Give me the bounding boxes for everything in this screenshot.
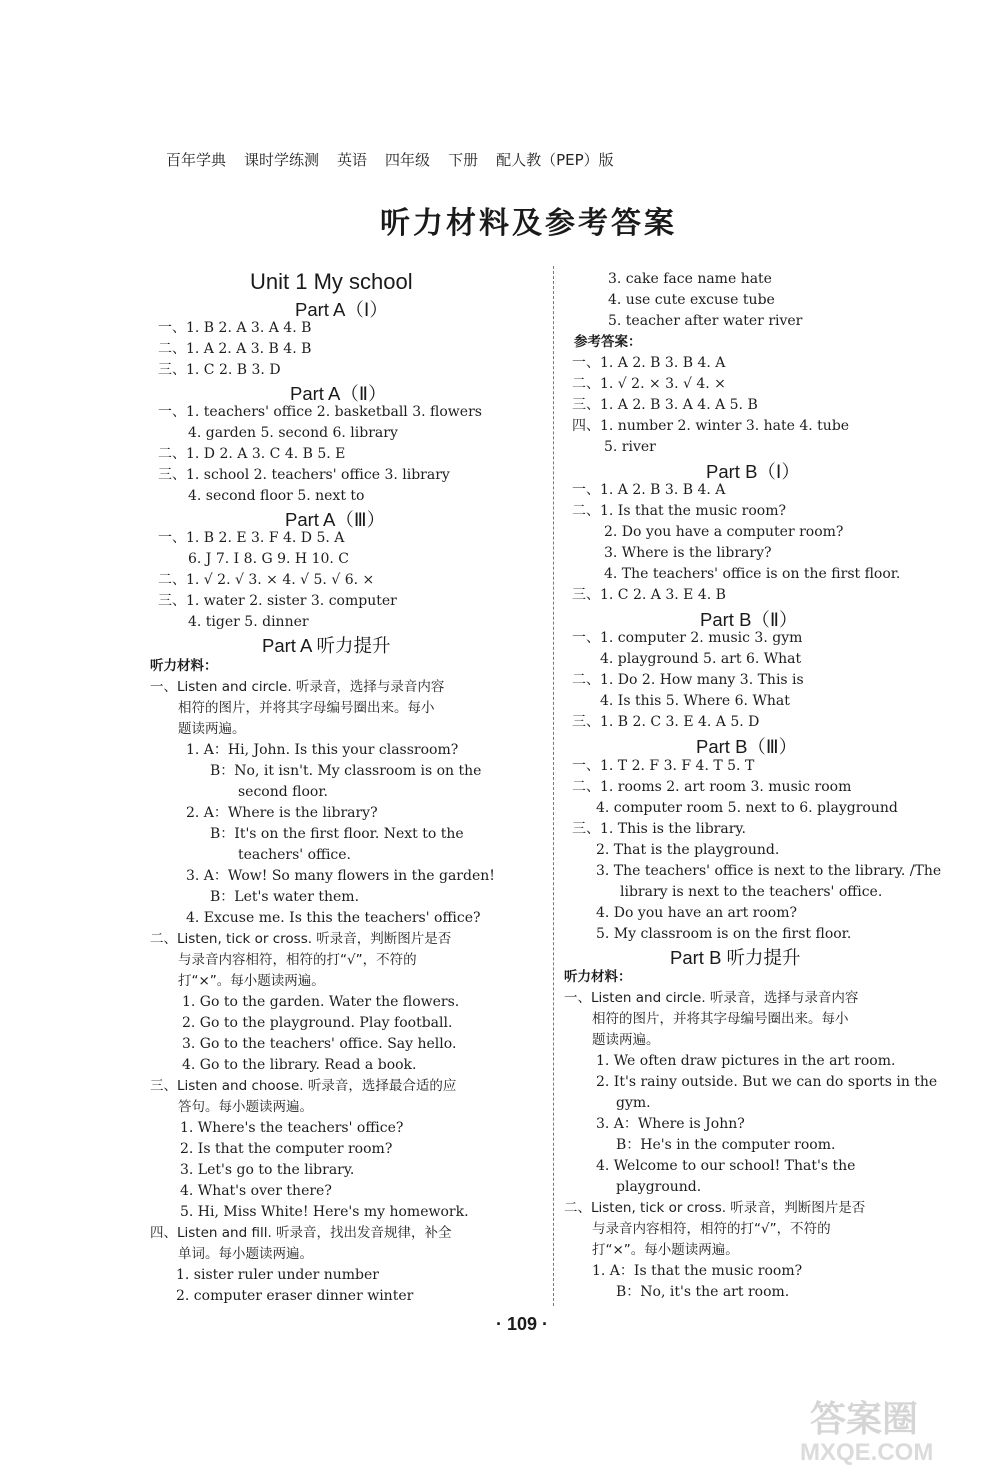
unit-heading: Unit 1 My school — [250, 269, 413, 294]
text-line: 3. Go to the teachers' office. Say hello. — [182, 1036, 457, 1052]
page-title: 听力材料及参考答案 — [380, 206, 677, 241]
answer-line: 三、1. B 2. C 3. E 4. A 5. D — [572, 714, 760, 730]
text-line: 5. Hi, Miss White! Here's my homework. — [180, 1204, 469, 1220]
svg-text:答案圈: 答案圈 — [810, 1399, 919, 1439]
text-line: B：No, it's the art room. — [616, 1284, 790, 1300]
text-line: 相符的图片，并将其字母编号圈出来。每小 — [178, 700, 435, 716]
text-line: 3. cake face name hate — [608, 271, 772, 287]
answer-line: 4. second floor 5. next to — [188, 488, 365, 504]
text-line: teachers' office. — [238, 847, 352, 863]
header-volume: 下册 — [448, 150, 479, 169]
answer-line: 三、1. A 2. B 3. A 4. A 5. B — [572, 397, 758, 413]
text-line: 2. computer eraser dinner winter — [176, 1288, 414, 1304]
header-edition: 配人教（PEP）版 — [496, 150, 614, 169]
answer-line: 二、1. D 2. A 3. C 4. B 5. E — [158, 446, 346, 462]
answer-line: 一、1. T 2. F 3. F 4. T 5. T — [572, 758, 755, 774]
answer-line: 一、1. A 2. B 3. B 4. A — [572, 482, 726, 498]
answer-line: 一、1. A 2. B 3. B 4. A — [572, 355, 726, 371]
listening-material-label: 听力材料： — [150, 658, 218, 674]
part-b3-heading: Part B（Ⅲ） — [696, 736, 798, 757]
text-line: 2. It's rainy outside. But we can do sports in the — [596, 1074, 938, 1090]
text-line: 4. Excuse me. Is this the teachers' office? — [186, 910, 481, 926]
text-line: 打“×”。每小题读两遍。 — [592, 1242, 739, 1258]
part-a-listen-heading: Part A 听力提升 — [262, 635, 391, 656]
part-a1-heading: Part A（Ⅰ） — [295, 299, 388, 320]
answer-line: 6. J 7. I 8. G 9. H 10. C — [188, 551, 349, 567]
text-line: 四、Listen and fill. 听录音，找出发音规律，补全 — [150, 1225, 452, 1241]
answer-line: 二、1. √ 2. × 3. √ 4. × — [572, 376, 726, 392]
part-b-listen-heading: Part B 听力提升 — [670, 947, 801, 968]
text-line: 单词。每小题读两遍。 — [178, 1246, 313, 1262]
text-line: second floor. — [238, 784, 328, 800]
answer-line: 一、1. B 2. A 3. A 4. B — [158, 320, 312, 336]
answer-line: 一、1. computer 2. music 3. gym — [572, 630, 803, 646]
part-b1-heading: Part B（Ⅰ） — [706, 461, 800, 482]
text-line: 与录音内容相符，相符的打“√”，不符的 — [592, 1221, 831, 1237]
text-line: playground. — [616, 1179, 702, 1195]
text-line: 二、Listen, tick or cross. 听录音，判断图片是否 — [150, 931, 452, 947]
text-line: 题读两遍。 — [178, 721, 246, 737]
text-line: 3. A：Where is John? — [596, 1116, 745, 1132]
text-line: 4. What's over there? — [180, 1183, 332, 1199]
text-line: 3. Let's go to the library. — [180, 1162, 355, 1178]
text-line: 4. Welcome to our school! That's the — [596, 1158, 856, 1174]
answer-line: 4. The teachers' office is on the first floor. — [604, 566, 901, 582]
answer-line: 三、1. school 2. teachers' office 3. library — [158, 467, 450, 483]
text-line: 1. A：Is that the music room? — [592, 1263, 803, 1279]
answer-line: 3. Where is the library? — [604, 545, 772, 561]
answer-line: 三、1. C 2. A 3. E 4. B — [572, 587, 726, 603]
answer-line: 4. tiger 5. dinner — [188, 614, 309, 630]
answer-line: 4. Is this 5. Where 6. What — [600, 693, 790, 709]
book-header — [166, 147, 726, 171]
answer-line: 一、1. teachers' office 2. basketball 3. flowers — [158, 404, 482, 420]
text-line: 打“×”。每小题读两遍。 — [178, 973, 325, 989]
answer-key-label: 参考答案： — [574, 334, 642, 350]
answer-line: 二、1. rooms 2. art room 3. music room — [572, 779, 852, 795]
text-line: 1. A：Hi, John. Is this your classroom? — [186, 742, 459, 758]
answer-line: 二、1. A 2. A 3. B 4. B — [158, 341, 312, 357]
part-a2-heading: Part A（Ⅱ） — [290, 383, 387, 404]
text-line: 2. A：Where is the library? — [186, 805, 378, 821]
text-line: 2. Is that the computer room? — [180, 1141, 393, 1157]
text-line: 4. use cute excuse tube — [608, 292, 775, 308]
header-book: 课时学练测 — [244, 150, 320, 169]
text-line: gym. — [616, 1095, 651, 1111]
text-line: 答句。每小题读两遍。 — [178, 1099, 313, 1115]
answer-line: 5. My classroom is on the first floor. — [596, 926, 852, 942]
text-line: 一、Listen and circle. 听录音，选择与录音内容 — [150, 679, 445, 695]
answer-line: 三、1. This is the library. — [572, 821, 746, 837]
text-line: 一、Listen and circle. 听录音，选择与录音内容 — [564, 990, 859, 1006]
header-series: 百年学典 — [166, 150, 227, 169]
text-line: 5. teacher after water river — [608, 313, 803, 329]
part-a3-heading: Part A（Ⅲ） — [285, 509, 386, 530]
text-line: 4. Go to the library. Read a book. — [182, 1057, 417, 1073]
text-line: 1. sister ruler under number — [176, 1267, 379, 1283]
answer-line: 5. river — [604, 439, 656, 455]
text-line: 三、Listen and choose. 听录音，选择最合适的应 — [150, 1078, 457, 1094]
answer-line: 4. computer room 5. next to 6. playground — [596, 800, 898, 816]
text-line: 题读两遍。 — [592, 1032, 660, 1048]
answer-line: 一、1. B 2. E 3. F 4. D 5. A — [158, 530, 345, 546]
answer-line: 3. The teachers' office is next to the library. /The — [596, 863, 942, 879]
text-line: B：He's in the computer room. — [616, 1137, 836, 1153]
text-line: 相符的图片，并将其字母编号圈出来。每小 — [592, 1011, 849, 1027]
page-number: · 109 · — [496, 1314, 549, 1334]
watermark-logo-icon — [800, 1395, 990, 1439]
text-line: 1. We often draw pictures in the art room. — [596, 1053, 896, 1069]
text-line: 1. Where's the teachers' office? — [180, 1120, 404, 1136]
text-line: B：It's on the first floor. Next to the — [210, 826, 464, 842]
answer-line: library is next to the teachers' office. — [620, 884, 883, 900]
answer-line: 二、1. Is that the music room? — [572, 503, 786, 519]
header-subject: 英语 — [337, 150, 368, 169]
text-line: 2. Go to the playground. Play football. — [182, 1015, 453, 1031]
answer-line: 4. playground 5. art 6. What — [600, 651, 802, 667]
column-divider — [553, 266, 554, 1306]
text-line: B：No, it isn't. My classroom is on the — [210, 763, 482, 779]
text-line: 二、Listen, tick or cross. 听录音，判断图片是否 — [564, 1200, 866, 1216]
header-grade: 四年级 — [385, 150, 431, 169]
text-line: 与录音内容相符，相符的打“√”，不符的 — [178, 952, 417, 968]
answer-line: 4. garden 5. second 6. library — [188, 425, 398, 441]
text-line: B：Let's water them. — [210, 889, 360, 905]
answer-line: 四、1. number 2. winter 3. hate 4. tube — [572, 418, 850, 434]
part-b2-heading: Part B（Ⅱ） — [700, 609, 798, 630]
watermark-text: MXQE.COM — [800, 1439, 934, 1466]
text-line: 3. A：Wow! So many flowers in the garden! — [186, 868, 495, 884]
answer-line: 三、1. water 2. sister 3. computer — [158, 593, 397, 609]
answer-line: 2. That is the playground. — [596, 842, 780, 858]
text-line: 1. Go to the garden. Water the flowers. — [182, 994, 460, 1010]
answer-line: 4. Do you have an art room? — [596, 905, 797, 921]
watermark-logo — [800, 1395, 990, 1465]
answer-line: 二、1. Do 2. How many 3. This is — [572, 672, 804, 688]
listening-material-label: 听力材料： — [564, 969, 632, 985]
answer-line: 二、1. √ 2. √ 3. × 4. √ 5. √ 6. × — [158, 572, 375, 588]
answer-line: 2. Do you have a computer room? — [604, 524, 844, 540]
answer-line: 三、1. C 2. B 3. D — [158, 362, 281, 378]
